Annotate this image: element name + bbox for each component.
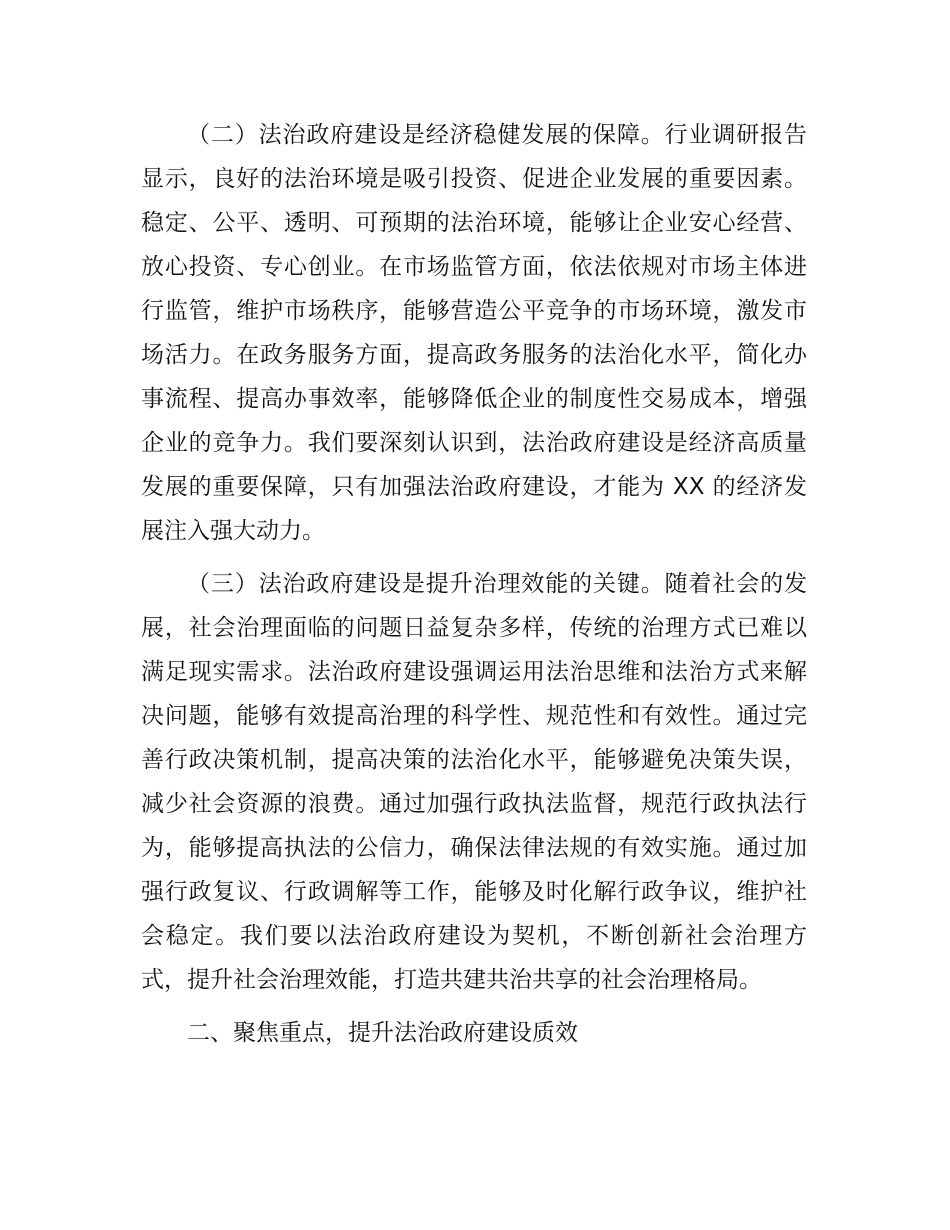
document-body bbox=[141, 113, 807, 1055]
paragraph-spacer bbox=[141, 1002, 807, 1011]
section-heading: 二、聚焦重点，提升法治政府建设质效 bbox=[187, 1020, 578, 1046]
paragraph-spacer bbox=[141, 553, 807, 562]
paragraph-economic-development: （二）法治政府建设是经济稳健发展的保障。行业调研报告显示，良好的法治环境是吸引投资、促进企业发展的重要因素。稳定、公平、透明、可预期的法治环境，能够让企业安心经营、放心投资、专心创业。在市场监管方面，依法依规对市场主体进行监管，维护市场秩序，能够营造公平竞争的市场环境，激发市场活力。在政务服务方面，提高政务服务的法治化水平，简化办事流程、提高办事效率，能够降低企业的制度性交易成本，增强企业的竞争力。我们要深刻认识到，法治政府建设是经济高质量发展的重要保障，只有加强法治政府建设，才能为 XX 的经济发展注入强大动力。 bbox=[141, 122, 807, 544]
paragraph-governance-efficiency: （三）法治政府建设是提升治理效能的关键。随着社会的发展，社会治理面临的问题日益复杂多样，传统的治理方式已难以满足现实需求。法治政府建设强调运用法治思维和法治方式来解决问题，能够有效提高治理的科学性、规范性和有效性。通过完善行政决策机制，提高决策的法治化水平，能够避免决策失误，减少社会资源的浪费。通过加强行政执法监督，规范行政执法行为，能够提高执法的公信力，确保法律法规的有效实施。通过加强行政复议、行政调解等工作，能够及时化解行政争议，维护社会稳定。我们要以法治政府建设为契机，不断创新社会治理方式，提升社会治理效能，打造共建共治共享的社会治理格局。 bbox=[141, 571, 807, 993]
